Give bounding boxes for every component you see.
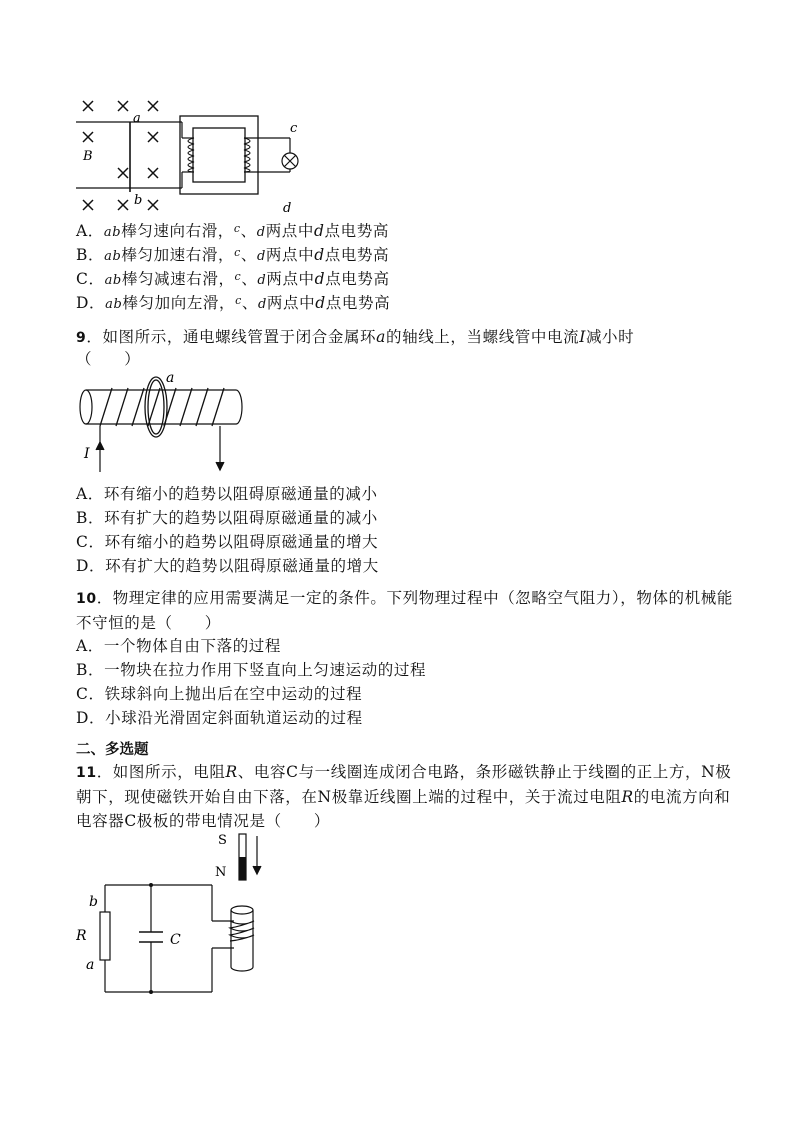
resistor-R bbox=[100, 912, 110, 960]
label-b: b bbox=[134, 193, 143, 208]
q9-option-a[interactable]: A．环有缩小的趋势以阻碍原磁通量的减小 bbox=[76, 485, 378, 503]
q8-option-b[interactable]: B．ab棒匀加速右滑，$^c$、d两点中d点电势高 bbox=[76, 246, 390, 264]
q8-figure bbox=[76, 92, 306, 222]
q9-option-b[interactable]: B．环有扩大的趋势以阻碍原磁通量的减小 bbox=[76, 509, 378, 527]
current-leads bbox=[96, 426, 224, 472]
rails bbox=[76, 122, 194, 188]
q11-figure bbox=[76, 826, 276, 998]
q8-option-c[interactable]: C．ab棒匀减速右滑，$^c$、d两点中d点电势高 bbox=[76, 270, 390, 288]
q10-stem: 10．物理定律的应用需要满足一定的条件。下列物理过程中（忽略空气阻力），物体的机械能不守恒的是（ ） bbox=[76, 589, 733, 632]
section-title-multiple-choice: 二、多选题 bbox=[76, 742, 149, 758]
q10-option-d[interactable]: D．小球沿光滑固定斜面轨道运动的过程 bbox=[76, 709, 363, 727]
label-ring-a: a bbox=[166, 370, 175, 386]
secondary-circuit bbox=[244, 138, 298, 172]
q8-circuit-diagram bbox=[76, 92, 306, 222]
label-c: c bbox=[290, 121, 298, 136]
label-N: N bbox=[215, 865, 227, 880]
q10-option-c[interactable]: C．铁球斜向上抛出后在空中运动的过程 bbox=[76, 685, 363, 703]
q8-option-d[interactable]: D．ab棒匀加向左滑，$^c$、d两点中d点电势高 bbox=[76, 294, 391, 312]
q9-stem: 9．如图所示，通电螺线管置于闭合金属环a的轴线上，当螺线管中电流I减小时 bbox=[76, 328, 635, 346]
solenoid-windings bbox=[100, 388, 224, 426]
metal-ring-a bbox=[145, 377, 167, 437]
q9-figure bbox=[76, 366, 256, 478]
coil bbox=[230, 906, 254, 971]
label-B: B bbox=[83, 149, 93, 164]
label-S: S bbox=[218, 833, 227, 848]
q9-answer-paren[interactable]: （ ） bbox=[76, 350, 141, 368]
label-C: C bbox=[170, 932, 181, 948]
q11-circuit-diagram bbox=[76, 826, 276, 998]
label-a: a bbox=[86, 957, 95, 973]
q8-option-a[interactable]: A．ab棒匀速向右滑，$^c$、d两点中d点电势高 bbox=[76, 222, 389, 240]
q9-option-d[interactable]: D．环有扩大的趋势以阻碍原磁通量的增大 bbox=[76, 557, 379, 575]
label-d: d bbox=[283, 201, 292, 216]
q11-stem: 11．如图所示，电阻R、电容C与一线圈连成闭合电路，条形磁铁静止于线圈的正上方，N极朝下，现使磁铁开始自由下落，在N极靠近线圈上端的过程中，关于流过电阻R的电流方向和电容器C极板的带电情况是（ ） bbox=[76, 763, 732, 830]
label-current-I: I bbox=[84, 446, 90, 462]
q9-solenoid-diagram bbox=[76, 366, 256, 478]
magnetic-field-crosses bbox=[83, 101, 158, 210]
q9-option-c[interactable]: C．环有缩小的趋势以阻碍原磁通量的增大 bbox=[76, 533, 379, 551]
bar-magnet-n-pole bbox=[239, 857, 246, 880]
label-a: a bbox=[133, 111, 141, 126]
fall-arrow bbox=[253, 836, 261, 874]
q10-option-a[interactable]: A．一个物体自由下落的过程 bbox=[76, 637, 282, 655]
q10-option-b[interactable]: B．一物块在拉力作用下竖直向上匀速运动的过程 bbox=[76, 661, 427, 679]
label-b: b bbox=[89, 894, 98, 910]
label-R: R bbox=[76, 928, 87, 944]
capacitor-C bbox=[139, 932, 163, 942]
